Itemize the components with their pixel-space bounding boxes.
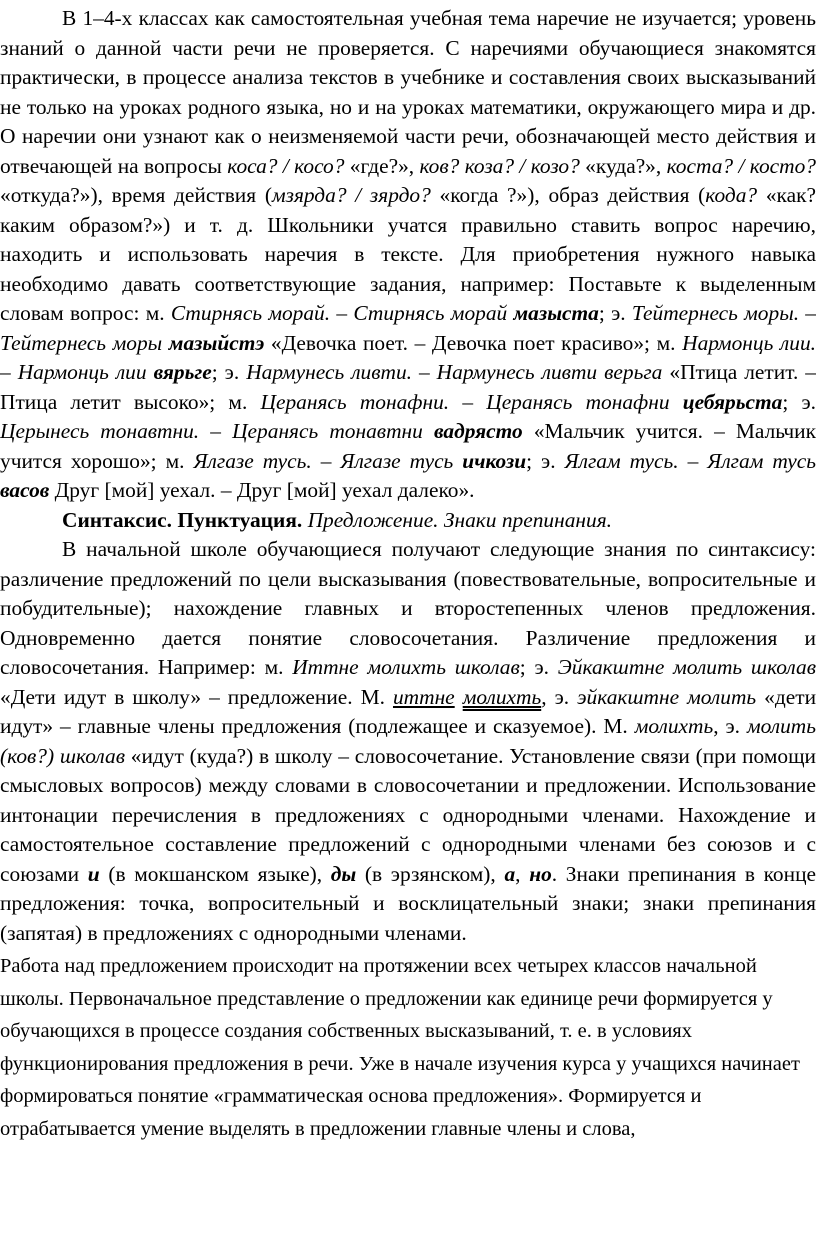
section-heading [0, 506, 816, 536]
paragraph-syntax [0, 535, 816, 948]
italic-example: эйкакштне молить [577, 684, 757, 709]
italic-example: ков? коза? / козо? [419, 153, 580, 178]
text-run: «идут (куда?) в школу – словосочетание. Установление связи (при помощи смысловых вопросов) между словами в словосочетании и предложении. Использование интонации перечисления в предложениях с однородными членами. Нахождение и самостоятельное составление предложений с однородными членами без союзов и с союзами [0, 743, 816, 886]
bold-italic-adverb: мазыста [513, 301, 599, 325]
conjunction: а [504, 861, 516, 886]
conjunction: но [529, 861, 552, 886]
paragraph-sentence-work: Работа над предложением происходит на протяжении всех четырех классов начальной школы. Первоначальное представление о предложении как единице речи формируется у обучающихся в процессе создания собственных высказываний, т. е. в условиях функционирования предложения в речи. Уже в начале изучения курса у учащихся начинает формироваться понятие «грамматическая основа предложения». Формируется и отрабатывается умение выделять в предложении главные члены и слова, [0, 955, 800, 1140]
italic-example: Ялгазе тусь. – Ялгазе тусь [193, 448, 463, 473]
bold-italic-adverb: вадрясто [433, 419, 523, 443]
text-run: «откуда?»), время действия ( [0, 183, 272, 207]
italic-example: коса? / косо? [227, 153, 345, 178]
heading-italic: Предложение. Знаки препинания. [302, 507, 613, 532]
text-run [455, 685, 463, 709]
text-run: «куда?», [579, 153, 667, 178]
text-run: (в эрзянском), [356, 861, 505, 886]
text-run: «Дети идут в школу» – предложение. М. [0, 684, 393, 709]
bold-italic-adverb: цебярьста [682, 389, 783, 414]
italic-example: Стирнясь морай. – Стирнясь морай [170, 301, 514, 325]
italic-example: кода? [705, 183, 758, 207]
text-run: «когда ?»), образ действия ( [430, 183, 706, 207]
double-underlined-predicate: молихть [462, 684, 542, 709]
conjunction: ды [330, 861, 357, 886]
conjunction: и [87, 861, 100, 886]
text-run: , [515, 861, 530, 886]
italic-example: Иттне молихть школав [292, 655, 520, 679]
text-run: , э. [541, 684, 578, 709]
text-run: ; э. [526, 448, 565, 473]
text-run: , э. [713, 714, 747, 738]
italic-example: молить (ков?) школав [0, 714, 816, 768]
text-run: . Знаки препинания в конце предложения: точка, вопросительный и восклицательный знаки; знаки препинания (запятая) в предложениях с однородными членами. [0, 861, 816, 945]
text-run: «где?», [344, 153, 420, 178]
italic-example: Тейтернесь моры. – Тейтернесь моры [0, 301, 816, 355]
text-run: «как? каким образом?») и т. д. Школьники учатся правильно ставить вопрос наречию, находить и использовать наречия в тексте. Для приобретения нужного навыка необходимо давать соответствующие задания, например: Поставьте к выделенным словам вопрос: м. [0, 183, 816, 325]
text-run: ; э. [519, 655, 558, 679]
italic-example: Церынесь тонавтни. – Церанясь тонавтни [0, 419, 434, 443]
text-run: Друг [мой] уехал. – Друг [мой] уехал далеко». [49, 478, 475, 502]
text-run: «дети идут» – главные члены предложения (подлежащее и сказуемое). М. [0, 684, 816, 738]
italic-example: Церанясь тонафни. – Церанясь тонафни [260, 389, 683, 414]
underlined-subject: иттне [392, 684, 455, 709]
italic-example: Эйкакштне молить школав [557, 655, 816, 679]
bold-italic-adverb: мазыйстэ [168, 330, 265, 355]
heading-bold: Синтаксис. Пунктуация. [62, 507, 303, 532]
text-run: (в мокшанском языке), [99, 861, 331, 886]
italic-example: Ялгам тусь. – Ялгам тусь [564, 448, 816, 473]
bold-italic-adverb: ичкози [462, 448, 527, 473]
text-run: «Птица летит. – Птица летит высоко»; м. [0, 360, 816, 414]
italic-example: Нармонць лии. – Нармонць лии [0, 330, 816, 384]
italic-example: Нармунесь ливти. – Нармунесь ливти верьга [246, 360, 663, 384]
text-run: «Девочка поет. – Девочка поет красиво»; м. [264, 330, 683, 355]
text-run: В начальной школе обучающиеся получают следующие знания по синтаксису: различение предложений по цели высказывания (повествовательные, вопросительные и побудительные); нахождение главных и второстепенных членов предложения. Одновременно дается понятие словосочетания. Различение предложения и словосочетания. Например: м. [0, 537, 816, 679]
text-run: ; э. [211, 360, 247, 384]
paragraph-adverbs [0, 4, 816, 506]
text-run: В 1–4-х классах как самостоятельная учебная тема наречие не изучается; уровень знаний о данной части речи не проверяется. С наречиями обучающиеся знакомятся практически, в процессе анализа текстов в учебнике и составления своих высказываний не только на уроках родного языка, но и на уроках математики, окружающего мира и др. О наречии они узнают как о неизменяемой части речи, обозначающей место действия и отвечающей на вопросы [0, 6, 816, 178]
italic-example: мзярда? / зярдо? [271, 183, 431, 207]
bold-italic-adverb: вярьге [153, 360, 212, 384]
text-run: «Мальчик учится. – Мальчик учится хорошо»; м. [0, 419, 816, 473]
text-run: ; э. [782, 389, 816, 414]
text-run: ; э. [598, 301, 632, 325]
bold-italic-adverb: васов [0, 478, 50, 502]
italic-example: коста? / косто? [666, 153, 816, 178]
italic-example: молихть [634, 714, 714, 738]
